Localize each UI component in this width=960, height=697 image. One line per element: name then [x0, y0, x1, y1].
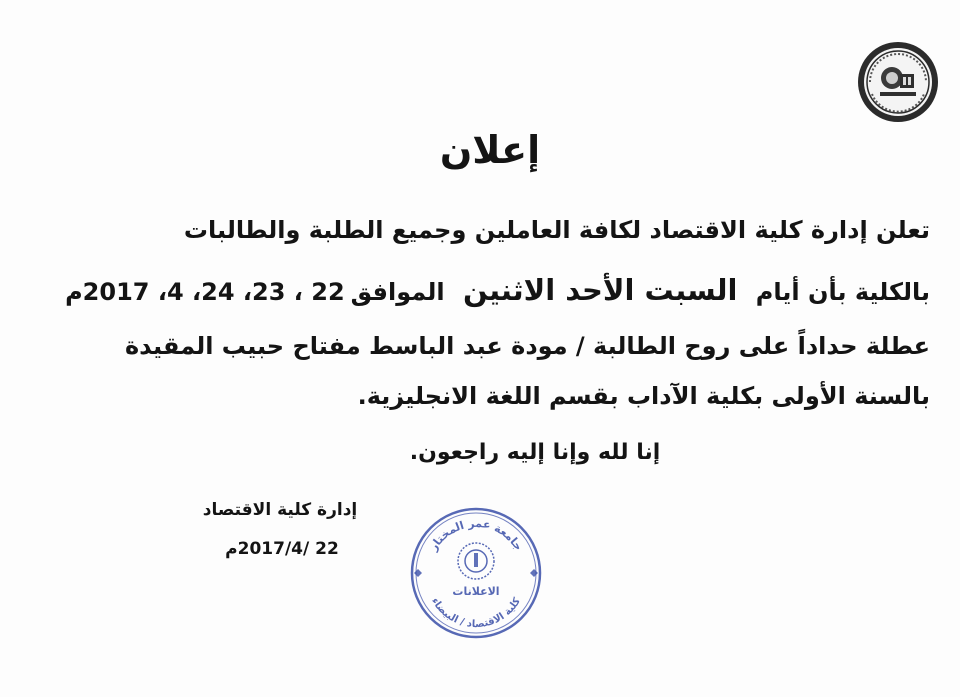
svg-text:كلية الاقتصاد / البيضاء — [429, 596, 523, 630]
body-line-2-corresponding: الموافق — [350, 278, 445, 306]
holiday-days: السبت الأحد الاثنين — [462, 273, 738, 307]
holiday-dates: 22 ، 23، 24، 4، 2017م — [65, 278, 345, 306]
announcement-title — [380, 128, 600, 172]
body-line-4: بالسنة الأولى بكلية الآداب بقسم اللغة الانجليزية. — [357, 382, 930, 410]
title-text: إعلان — [439, 128, 541, 172]
body-line-2 — [65, 273, 930, 308]
university-seal-icon — [856, 40, 940, 124]
body-line-2-intro: بالكلية بأن أيام — [755, 278, 930, 306]
official-stamp-icon — [408, 505, 544, 641]
issuer-signature: إدارة كلية الاقتصاد — [202, 500, 358, 520]
svg-text:جامعة عمر المختار — [426, 517, 525, 554]
stamp-university: جامعة عمر المختار — [426, 516, 526, 553]
issue-date: 22 /2017/4م — [225, 539, 339, 559]
body-line-3: عطلة حداداً على روح الطالبة / مودة عبد الباسط مفتاح حبيب المقيدة — [125, 332, 930, 360]
condolence-text: إنا لله وإنا إليه راجعون. — [409, 440, 661, 465]
body-line-1: تعلن إدارة كلية الاقتصاد لكافة العاملين وجميع الطلبة والطالبات — [183, 216, 930, 244]
stamp-faculty: كلية الاقتصاد / البيضاء — [429, 596, 523, 631]
stamp-office: الاعلانات — [452, 585, 500, 598]
